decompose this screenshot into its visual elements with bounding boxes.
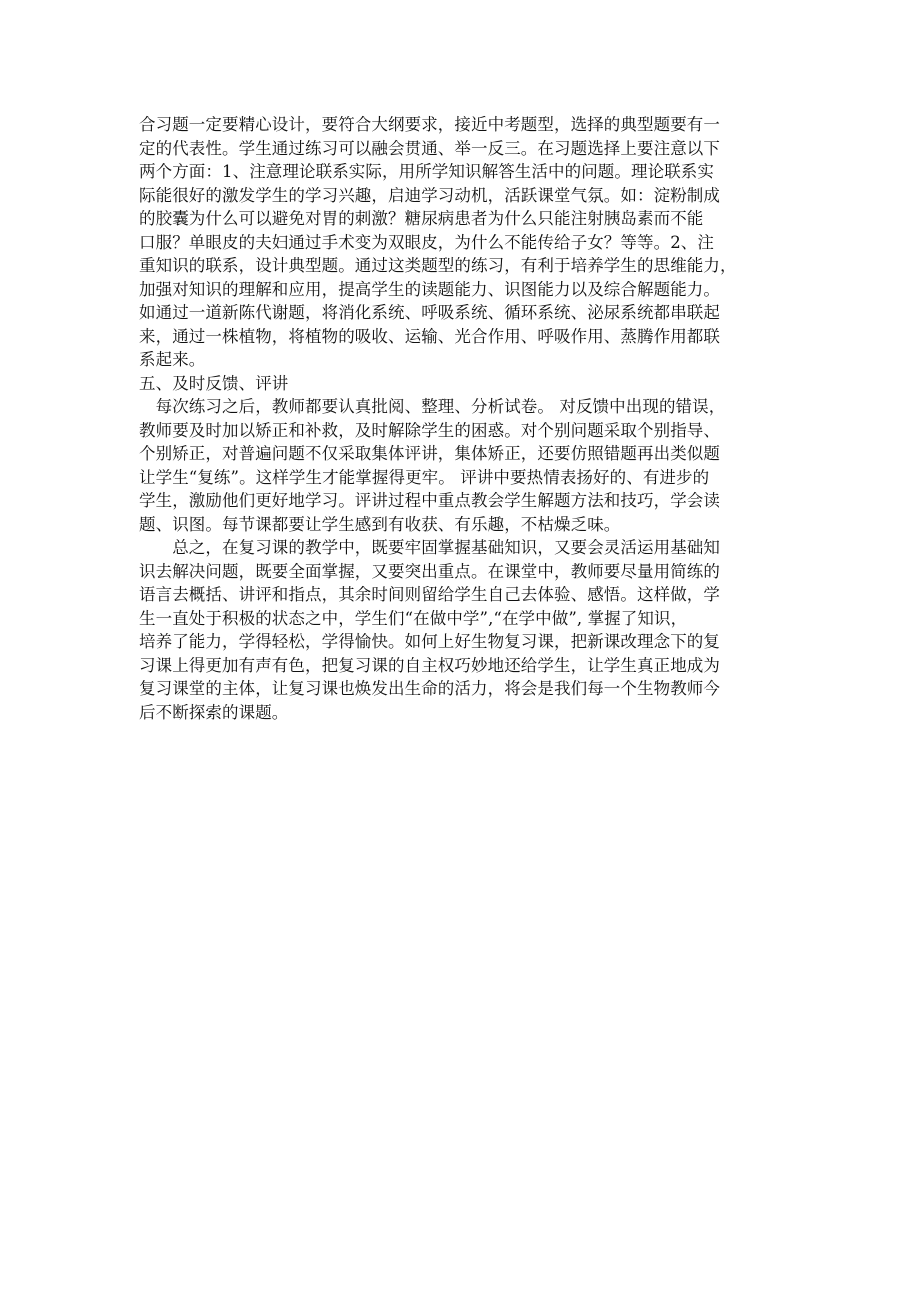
text-line: 的胶囊为什么可以避免对胃的刺激？糖尿病患者为什么只能注射胰岛素而不能 xyxy=(139,209,704,228)
text-line: 系起来。 xyxy=(139,350,206,369)
text-line: 两个方面：1、注意理论联系实际，用所学知识解答生活中的问题。理论联系实 xyxy=(139,162,714,181)
text-line: 语言去概括、讲评和指点，其余时间则留给学生自己去体验、感悟。这样做，学 xyxy=(139,585,720,604)
text-line: 如通过一道新陈代谢题，将消化系统、呼吸系统、循环系统、泌尿系统都串联起 xyxy=(139,303,720,322)
text-line: 培养了能力，学得轻松，学得愉快。如何上好生物复习课，把新课改理念下的复 xyxy=(139,632,720,651)
text-line: 让学生“复练”。这样学生才能掌握得更牢。 评讲中要热情表扬好的、有进步的 xyxy=(139,467,710,487)
text-line: 定的代表性。学生通过练习可以融会贯通、举一反三。在习题选择上要注意以下 xyxy=(139,138,720,158)
section-heading-text: 五、及时反馈、评讲 xyxy=(139,373,289,393)
document-body xyxy=(139,113,789,724)
text-line: 来，通过一株植物，将植物的吸收、运输、光合作用、呼吸作用、蒸腾作用都联 xyxy=(139,326,720,346)
text-line: 教师要及时加以矫正和补救，及时解除学生的困惑。对个别问题采取个别指导、 xyxy=(139,420,720,440)
text-line: 题、识图。每节课都要让学生感到有收获、有乐趣，不枯燥乏味。 xyxy=(139,514,621,534)
paragraph-exercise-design xyxy=(139,113,789,372)
text-line: 生一直处于积极的状态之中，学生们“在做中学”,“在学中做”, 掌握了知识， xyxy=(139,608,688,628)
text-line: 合习题一定要精心设计，要符合大纲要求，接近中考题型，选择的典型题要有一 xyxy=(139,115,720,134)
text-line: 每次练习之后，教师都要认真批阅、整理、分析试卷。 对反馈中出现的错误， xyxy=(139,397,726,416)
section-heading-five xyxy=(139,372,789,396)
paragraph-feedback xyxy=(139,395,789,536)
text-line: 加强对知识的理解和应用，提高学生的读题能力、识图能力以及综合解题能力。 xyxy=(139,279,720,299)
text-line: 识去解决问题，既要全面掌握，又要突出重点。在课堂中，教师要尽量用简练的 xyxy=(139,561,720,581)
text-line: 际能很好的激发学生的学习兴趣，启迪学习动机，活跃课堂气氛。如：淀粉制成 xyxy=(139,185,720,205)
text-line: 重知识的联系，设计典型题。通过这类题型的练习，有利于培养学生的思维能力， xyxy=(139,256,737,275)
paragraph-conclusion xyxy=(139,536,789,724)
text-line: 总之，在复习课的教学中，既要牢固掌握基础知识，又要会灵活运用基础知 xyxy=(139,538,720,557)
text-line: 口服？单眼皮的夫妇通过手术变为双眼皮，为什么不能传给子女？等等。2、注 xyxy=(139,232,714,252)
text-line: 后不断探索的课题。 xyxy=(139,702,289,722)
text-line: 个别矫正，对普遍问题不仅采取集体评讲，集体矫正，还要仿照错题再出类似题 xyxy=(139,444,720,463)
text-line: 习课上得更加有声有色，把复习课的自主权巧妙地还给学生，让学生真正地成为 xyxy=(139,655,720,675)
text-line: 复习课堂的主体，让复习课也焕发出生命的活力，将会是我们每一个生物教师今 xyxy=(139,679,720,698)
text-line: 学生，激励他们更好地学习。评讲过程中重点教会学生解题方法和技巧，学会读 xyxy=(139,491,720,510)
